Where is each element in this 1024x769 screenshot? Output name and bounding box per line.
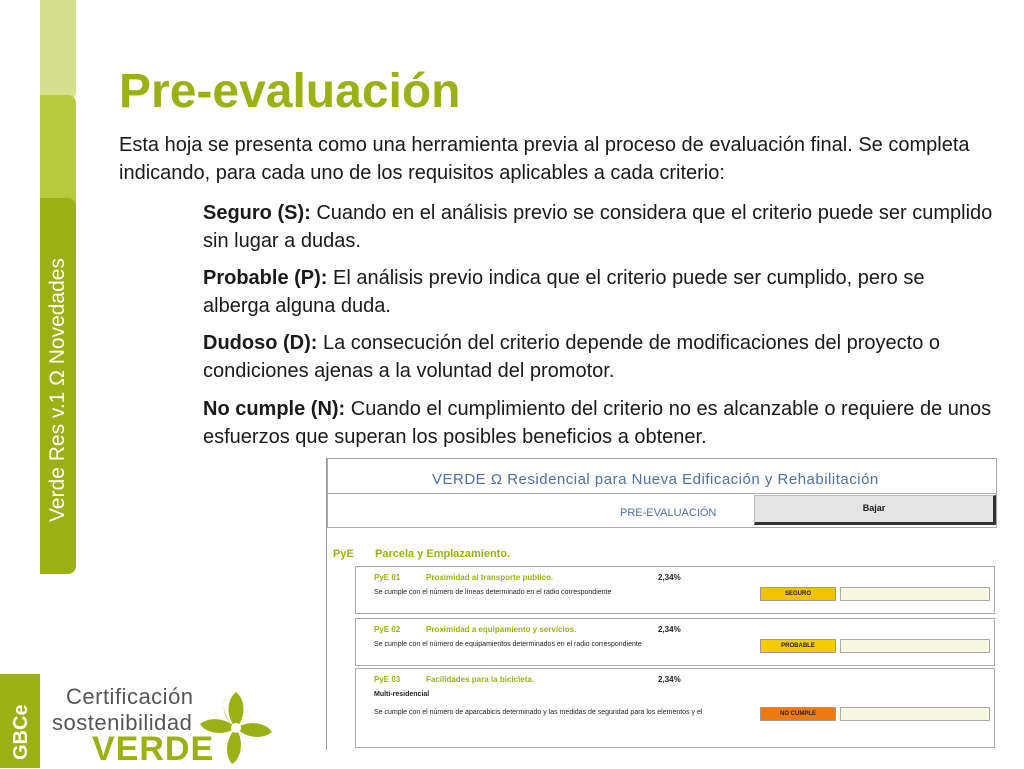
criterion-row [355,566,995,614]
criterion-label: Dudoso (D): [203,332,318,354]
criterion-weight: 2,34% [658,675,681,684]
bajar-button[interactable]: Bajar [754,495,996,525]
comment-field[interactable] [840,707,990,721]
logo-text-sostenibilidad: sostenibilidad [52,710,193,735]
criterion-label: Seguro (S): [203,202,311,224]
criterion-text: El análisis previo indica que el criterio puede ser cumplido, pero se alberga alguna duda. [203,267,925,317]
sidebar-vertical-title: Verde Res v.1 Ω Novedades [46,258,69,522]
criterion-name: Proximidad a equipamiento y servicios. [426,625,577,634]
sheet-title: VERDE Ω Residencial para Nueva Edificación y Rehabilitación [432,471,879,488]
decor-bar-top [40,0,76,100]
criterion-code: PyE 01 [374,573,401,582]
intro-paragraph: Esta hoja se presenta como una herramienta previa al proceso de evaluación final. Se completa indicando, para cada uno de los requisitos aplicables a cada criterio: [119,134,970,184]
logo-text-certificacion: Certificación [66,684,194,709]
criterion-weight: 2,34% [658,625,681,634]
criterion-seguro [203,199,993,255]
sheet-subheader [327,493,997,528]
criterion-row [355,668,995,748]
criterion-description: Se cumple con el número de aparcabicis determinado y las medidas de seguridad para los elementos y el [374,709,703,716]
criterion-name: Facilidades para la bicicleta. [426,675,535,684]
criterion-text: Cuando en el análisis previo se considera que el criterio puede ser cumplido sin lugar a dudas. [203,202,993,252]
decor-bar-middle [40,95,76,205]
status-select[interactable]: NO CUMPLE [760,707,836,721]
section-name: Parcela y Emplazamiento. [375,548,511,560]
criterion-dudoso [203,329,993,385]
section-code: PyE [333,548,354,560]
criterion-code: PyE 03 [374,675,401,684]
criterion-description: Se cumple con el número de equipamientos determinados en el radio correspondiente [374,641,642,648]
criterion-no-cumple [203,395,993,451]
sheet-subtitle: PRE-EVALUACIÓN [620,507,717,519]
status-select[interactable]: PROBABLE [760,639,836,653]
criterion-probable [203,264,993,320]
gbce-label: GBCe [10,704,32,760]
criterion-description: Se cumple con el número de líneas determinado en el radio correspondiente [374,589,612,596]
sheet-header [327,458,997,494]
criterion-label: No cumple (N): [203,398,346,420]
logo-text-verde: VERDE [92,730,215,768]
comment-field[interactable] [840,587,990,601]
criterion-row [355,618,995,666]
criterion-name: Proximidad al transporte publico. [426,573,554,582]
criterion-subtype: Multi-residencial [374,691,430,698]
comment-field[interactable] [840,639,990,653]
criterion-text: Cuando el cumplimiento del criterio no es alcanzable o requiere de unos esfuerzos que superan los posibles beneficios a obtener. [203,398,992,448]
criterion-text: La consecución del criterio depende de modificaciones del proyecto o condiciones ajenas a la voluntad del promotor. [203,332,941,382]
page-title: Pre-evaluación [119,65,461,118]
criterion-code: PyE 02 [374,625,401,634]
preevaluation-sheet [326,458,1024,750]
criterion-weight: 2,34% [658,573,681,582]
status-select[interactable]: SEGURO [760,587,836,601]
criterion-label: Probable (P): [203,267,328,289]
leaf-logo-icon [196,688,276,768]
